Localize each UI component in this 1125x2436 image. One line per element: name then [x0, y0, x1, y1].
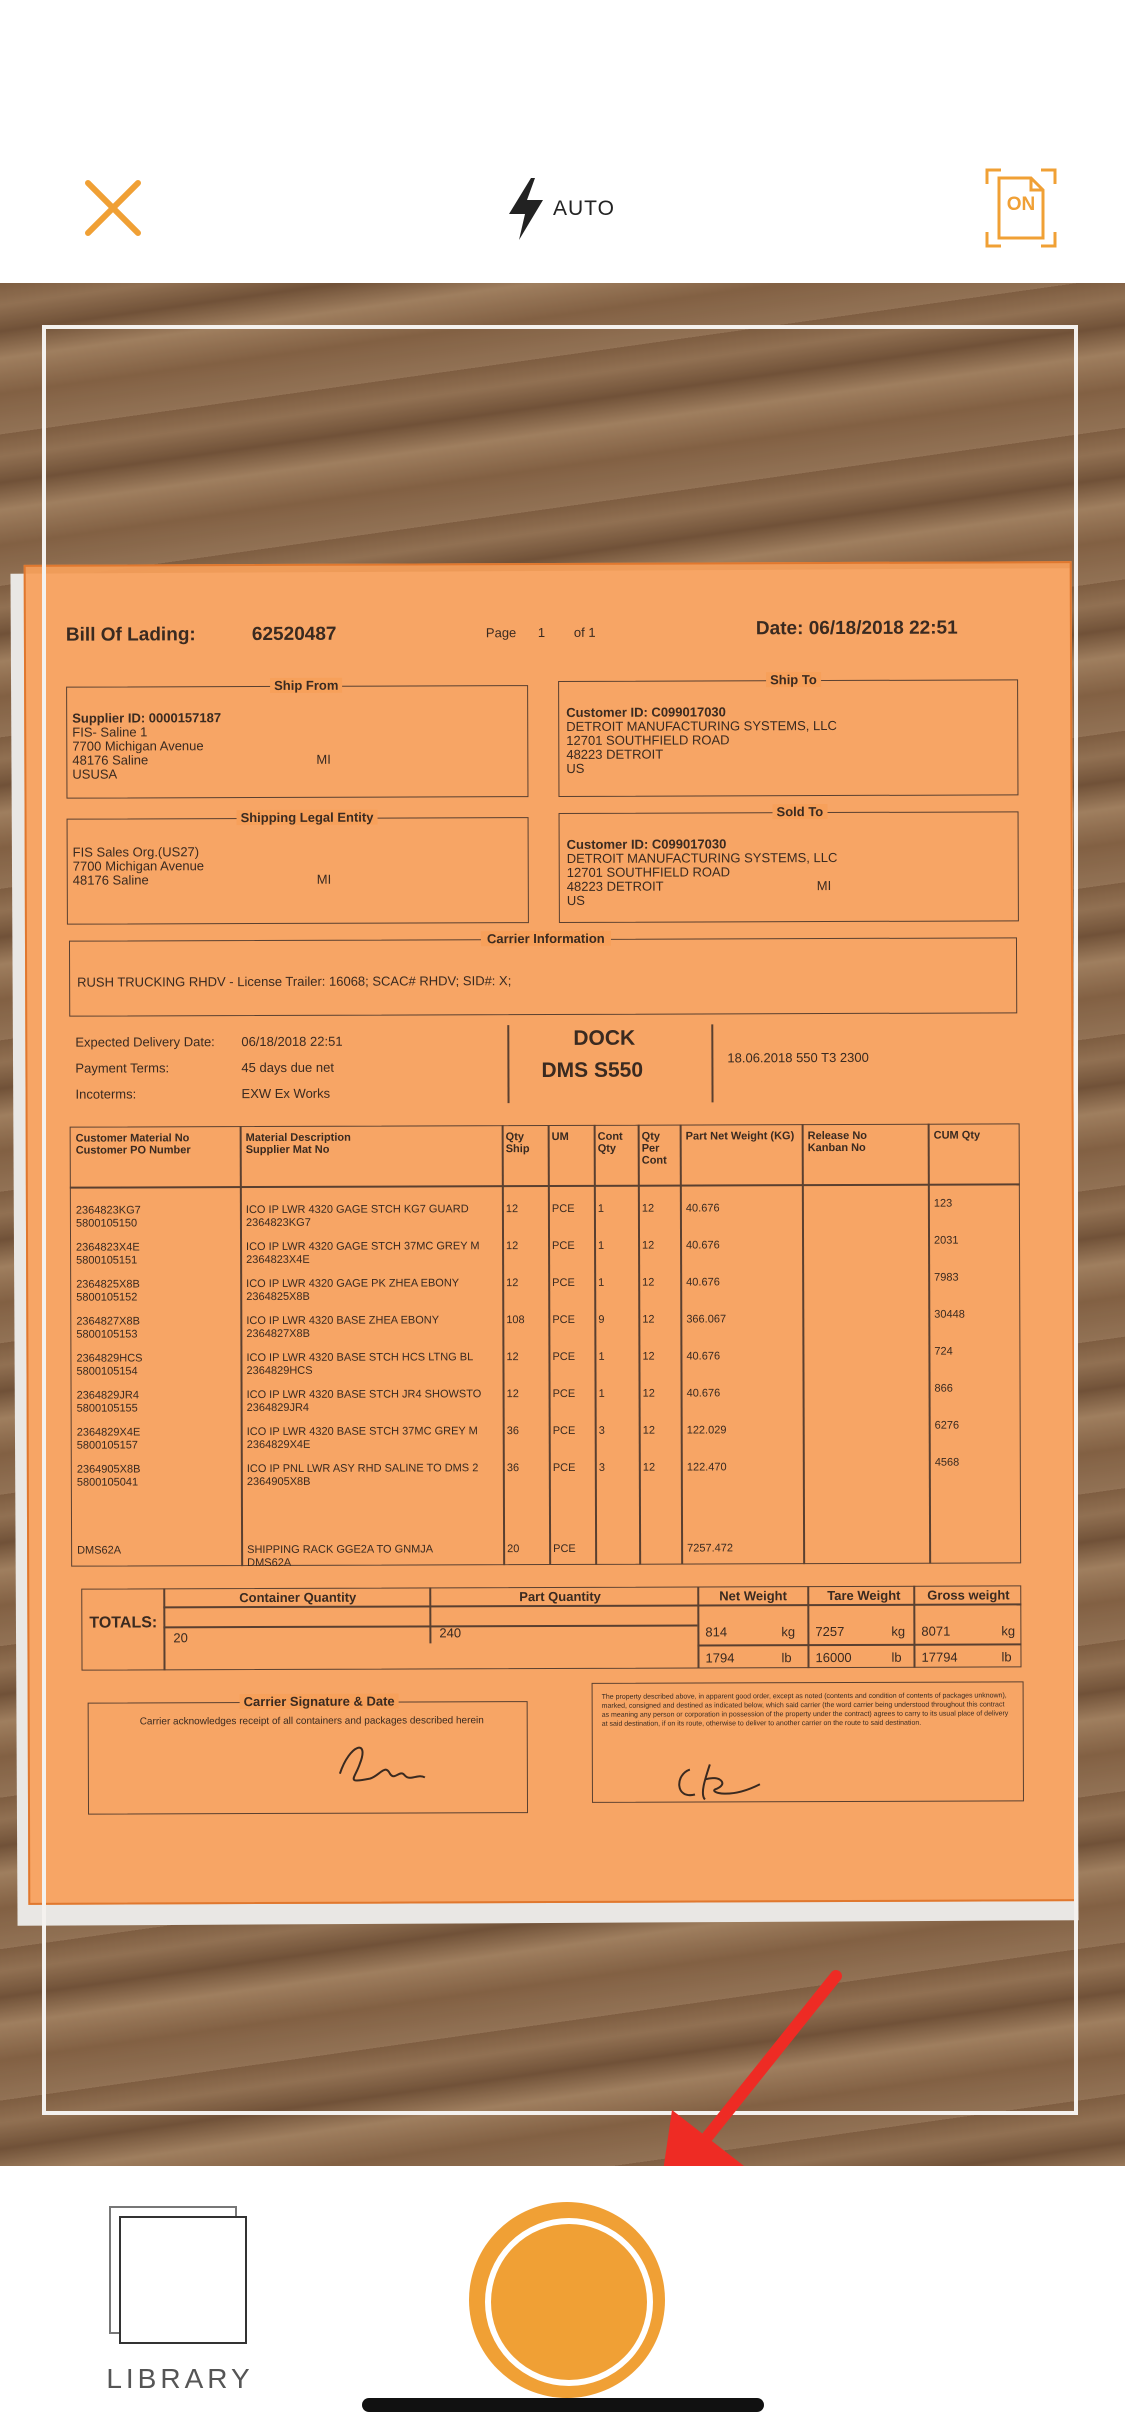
table-cell: ICO IP LWR 4320 BASE ZHEA EBONY — [246, 1314, 440, 1328]
table-cell: ICO IP PNL LWR ASY RHD SALINE TO DMS 2 — [246, 1462, 479, 1476]
shipto-customer-id: Customer ID: C099017030 — [566, 704, 726, 720]
table-cell: 3 — [598, 1424, 605, 1437]
table-cell: 123 — [933, 1197, 953, 1210]
gross-weight-kg: 8071 — [921, 1623, 951, 1639]
table-cell: 2364829X4E — [76, 1426, 141, 1439]
table-cell: PCE — [553, 1542, 576, 1555]
gross-weight-kg-unit: kg — [1001, 1623, 1016, 1639]
column-header: Part Net Weight (KG) — [685, 1130, 795, 1143]
table-cell: 1 — [598, 1239, 605, 1252]
table-cell: 30448 — [934, 1308, 965, 1321]
delivery-date-value: 06/18/2018 22:51 — [241, 1033, 343, 1050]
table-cell: PCE — [551, 1202, 575, 1215]
flash-icon — [505, 176, 547, 242]
table-cell: DMS62A — [247, 1556, 292, 1570]
table-cell: 6276 — [934, 1419, 960, 1432]
table-cell: 12 — [642, 1424, 655, 1437]
shutter-ring — [485, 2218, 653, 2386]
supplier-address: 7700 Michigan Avenue — [72, 738, 204, 754]
close-icon — [80, 175, 146, 241]
table-cell: 2364823X4E — [246, 1253, 310, 1267]
scan-frame-border — [42, 325, 1078, 2115]
carrier-signature-header: Carrier Signature & Date — [240, 1694, 399, 1710]
table-cell: 40.676 — [685, 1202, 720, 1215]
table-cell: 7257.472 — [687, 1542, 734, 1555]
dock-code: DMS S550 — [541, 1058, 644, 1083]
table-cell: ICO IP LWR 4320 GAGE STCH 37MC GREY M — [246, 1240, 480, 1254]
sold-to-header: Sold To — [773, 804, 828, 819]
column-header: Cont Qty — [597, 1130, 623, 1155]
doc-page-of: of 1 — [573, 624, 596, 640]
carrier-info-text: RUSH TRUCKING RHDV - License Trailer: 16068; SCAC# RHDV; SID#: X; — [77, 973, 512, 990]
shipto-country: US — [566, 760, 585, 776]
table-cell: 3 — [598, 1461, 605, 1474]
table-cell: 2364905X8B — [76, 1463, 141, 1476]
auto-detect-state: ON — [1006, 194, 1036, 215]
table-cell: 12 — [642, 1350, 655, 1363]
doc-title: Bill Of Lading: — [65, 624, 196, 646]
table-cell: 5800105153 — [76, 1328, 138, 1341]
table-cell: 2364829HCS — [246, 1364, 313, 1378]
table-cell: 40.676 — [686, 1239, 720, 1252]
delivery-date-label: Expected Delivery Date: — [75, 1034, 215, 1050]
table-cell: 12 — [505, 1203, 519, 1216]
flash-mode-label: AUTO — [553, 197, 615, 220]
supplier-name: FIS- Saline 1 — [72, 724, 148, 740]
shipto-city: 48223 DETROIT — [566, 746, 664, 762]
table-cell: 12 — [506, 1240, 519, 1253]
table-cell: 12 — [642, 1239, 655, 1252]
table-cell: PCE — [552, 1276, 575, 1289]
table-cell: 1 — [598, 1276, 605, 1289]
table-cell: 2364825X8B — [76, 1278, 140, 1291]
table-cell: 12 — [642, 1461, 656, 1474]
table-cell: 2364827X8B — [246, 1327, 310, 1341]
legal-entity-state: MI — [316, 871, 332, 887]
shipto-name: DETROIT MANUFACTURING SYSTEMS, LLC — [566, 717, 837, 734]
close-button[interactable] — [80, 175, 146, 241]
gross-weight-header: Gross weight — [927, 1587, 1010, 1603]
doc-date: Date: 06/18/2018 22:51 — [755, 617, 958, 640]
table-cell: PCE — [552, 1350, 576, 1363]
table-cell: 2364823KG7 — [75, 1204, 141, 1217]
shipto-address: 12701 SOUTHFIELD ROAD — [566, 732, 730, 748]
auto-detect-toggle[interactable] — [985, 168, 1057, 248]
table-cell: 2364823X4E — [76, 1241, 140, 1254]
container-qty-value: 20 — [173, 1630, 188, 1646]
table-cell: 40.676 — [686, 1276, 720, 1289]
table-cell: 122.470 — [686, 1461, 727, 1474]
table-cell: 2364829X4E — [246, 1438, 311, 1452]
table-cell: SHIPPING RACK GGE2A TO GNMJA — [247, 1543, 434, 1557]
carrier-info-header: Carrier Information — [481, 931, 611, 946]
column-header: Release No Kanban No — [807, 1129, 867, 1155]
payment-terms-label: Payment Terms: — [75, 1060, 170, 1076]
gross-weight-lb-unit: lb — [1001, 1649, 1012, 1665]
tare-weight-header: Tare Weight — [827, 1587, 901, 1604]
table-cell: 724 — [934, 1345, 953, 1358]
table-cell: 2364823KG7 — [245, 1216, 311, 1230]
tare-weight-kg: 7257 — [815, 1623, 845, 1640]
net-weight-kg-unit: kg — [781, 1624, 796, 1640]
table-cell: PCE — [552, 1313, 575, 1326]
net-weight-lb-unit: lb — [781, 1650, 792, 1666]
table-cell: ICO IP LWR 4320 BASE STCH 37MC GREY M — [246, 1425, 478, 1439]
container-qty-header: Container Quantity — [239, 1589, 357, 1606]
table-cell: 40.676 — [686, 1350, 721, 1363]
soldto-city: 48223 DETROIT — [566, 878, 664, 894]
column-header: Qty Ship — [505, 1131, 530, 1156]
doc-page-num: 1 — [537, 625, 546, 641]
table-cell: 5800105154 — [76, 1365, 138, 1378]
camera-viewfinder[interactable] — [0, 283, 1125, 2166]
table-cell: 12 — [641, 1202, 655, 1215]
table-cell: 5800105151 — [76, 1254, 138, 1267]
legal-entity-city: 48176 Saline — [72, 872, 149, 888]
legal-notice-text: The property described above, in apparent good order, except as noted (contents and condition of contents of packages unknown), marked, consigned and destined as indicated below, which said carrier (the word carrier being understood throughout this contract as meaning any person or corporation in possession of the property under the contract) agrees to carry to its usual place of delivery at said destination, if on its route, otherwise to deliver to another carrier on the route to said destination. — [601, 1692, 1009, 1728]
table-cell: 12 — [506, 1277, 519, 1290]
ship-from-header: Ship From — [270, 678, 342, 693]
table-cell: 7983 — [934, 1271, 959, 1284]
soldto-address: 12701 SOUTHFIELD ROAD — [566, 864, 731, 880]
net-weight-header: Net Weight — [719, 1588, 787, 1604]
table-cell: 9 — [598, 1313, 605, 1326]
column-header: Material Description Supplier Mat No — [245, 1131, 351, 1157]
soldto-name: DETROIT MANUFACTURING SYSTEMS, LLC — [566, 849, 838, 866]
table-cell: PCE — [552, 1424, 576, 1437]
column-header: Customer Material No Customer PO Number — [75, 1132, 191, 1157]
table-cell: ICO IP LWR 4320 GAGE PK ZHEA EBONY — [246, 1277, 460, 1291]
soldto-country: US — [566, 892, 585, 908]
table-cell: 2364827X8B — [76, 1315, 140, 1328]
table-cell: 1 — [598, 1387, 605, 1400]
doc-number: 62520487 — [251, 623, 337, 646]
net-weight-lb: 1794 — [705, 1650, 735, 1666]
doc-page-label: Page — [485, 625, 517, 641]
supplier-city: 48176 Saline — [72, 752, 149, 768]
tare-weight-lb: 16000 — [815, 1649, 852, 1666]
soldto-customer-id: Customer ID: C099017030 — [566, 836, 727, 852]
part-qty-header: Part Quantity — [519, 1588, 601, 1605]
legal-entity-address: 7700 Michigan Avenue — [72, 858, 205, 874]
table-cell: PCE — [552, 1387, 576, 1400]
table-cell: ICO IP LWR 4320 GAGE STCH KG7 GUARD — [245, 1203, 469, 1217]
table-cell: 36 — [506, 1462, 520, 1475]
tare-weight-kg-unit: kg — [891, 1623, 906, 1639]
gross-weight-lb: 17794 — [921, 1649, 958, 1665]
carrier-acknowledgement: Carrier acknowledges receipt of all containers and packages described herein — [139, 1715, 484, 1728]
table-cell: 12 — [506, 1388, 519, 1401]
table-cell: 2364829HCS — [76, 1352, 143, 1365]
table-cell: 5800105150 — [75, 1217, 138, 1230]
legal-entity-header: Shipping Legal Entity — [237, 810, 378, 825]
tare-weight-lb-unit: lb — [891, 1649, 902, 1665]
supplier-state: MI — [316, 751, 331, 767]
table-cell: 2364829JR4 — [246, 1401, 310, 1415]
table-cell: ICO IP LWR 4320 BASE STCH JR4 SHOWSTO — [246, 1388, 482, 1402]
column-header: UM — [551, 1130, 569, 1143]
table-cell: 5800105155 — [76, 1402, 138, 1415]
net-weight-kg: 814 — [705, 1624, 728, 1640]
table-cell: 5800105157 — [76, 1439, 138, 1452]
table-cell: 12 — [642, 1313, 655, 1326]
camera-top-bar — [0, 0, 1125, 283]
table-cell: 1 — [598, 1350, 605, 1363]
library-button[interactable] — [105, 2200, 255, 2400]
payment-terms-value: 45 days due net — [241, 1059, 334, 1076]
table-cell: 122.029 — [686, 1424, 727, 1437]
supplier-id: Supplier ID: 0000157187 — [72, 710, 222, 726]
library-label: LIBRARY — [106, 2363, 254, 2394]
shutter-button[interactable] — [469, 2202, 665, 2398]
table-cell: 866 — [934, 1382, 953, 1395]
table-cell: ICO IP LWR 4320 BASE STCH HCS LTNG BL — [246, 1351, 474, 1365]
soldto-state: MI — [816, 878, 832, 894]
table-cell: 5800105152 — [76, 1291, 138, 1304]
table-cell: 20 — [507, 1543, 520, 1556]
table-cell: 36 — [506, 1425, 519, 1438]
table-cell: 5800105041 — [76, 1476, 139, 1489]
dock-note: 18.06.2018 550 T3 2300 — [727, 1049, 869, 1066]
table-cell: 12 — [506, 1351, 519, 1364]
home-indicator[interactable] — [362, 2398, 764, 2412]
incoterms-value: EXW Ex Works — [241, 1085, 331, 1102]
table-cell: 2364825X8B — [246, 1290, 310, 1304]
table-cell: 108 — [506, 1314, 525, 1327]
incoterms-label: Incoterms: — [75, 1086, 137, 1102]
table-cell: 4568 — [934, 1456, 960, 1469]
part-qty-value: 240 — [439, 1625, 462, 1641]
column-header: CUM Qty — [933, 1129, 981, 1142]
table-cell: PCE — [552, 1239, 575, 1252]
totals-label: TOTALS: — [89, 1614, 158, 1632]
table-cell: 366.067 — [686, 1313, 727, 1326]
table-cell: 2031 — [934, 1234, 959, 1247]
table-cell: DMS62A — [77, 1544, 122, 1557]
flash-mode-button[interactable] — [505, 173, 615, 245]
table-cell: 40.676 — [686, 1387, 721, 1400]
supplier-country: USUSA — [72, 766, 118, 782]
table-cell: 12 — [642, 1387, 655, 1400]
table-cell: 12 — [642, 1276, 655, 1289]
table-cell: 1 — [597, 1202, 605, 1215]
table-cell: 2364829JR4 — [76, 1389, 139, 1402]
table-cell: PCE — [552, 1461, 576, 1474]
legal-entity-name: FIS Sales Org.(US27) — [72, 844, 200, 860]
dock-label: DOCK — [573, 1026, 636, 1050]
ship-to-header: Ship To — [766, 672, 821, 687]
column-header: Qty Per Cont — [641, 1130, 667, 1167]
table-cell: 2364905X8B — [246, 1475, 311, 1489]
